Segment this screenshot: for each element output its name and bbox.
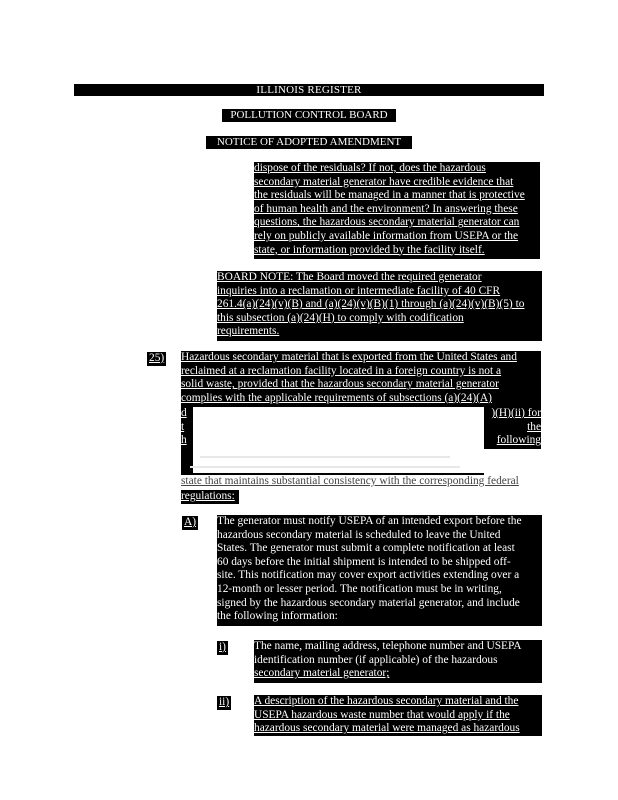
- text-line: BOARD NOTE: The Board moved the required generator: [217, 271, 482, 283]
- scan-artifact: [190, 466, 460, 468]
- text-line: 12-month or lesser period. The notification must be in writing,: [217, 582, 502, 595]
- text-line: The generator must notify USEPA of an intended export before the: [217, 515, 522, 527]
- text-line: reclaimed at a reclamation facility located in a foreign country is not a: [181, 364, 502, 377]
- text-fragment: following: [496, 434, 541, 447]
- text-line: this subsection (a)(24)(H) to comply with codification: [217, 311, 464, 324]
- text-fragment: t: [181, 420, 185, 433]
- item-25-last-line: regulations:: [181, 490, 239, 504]
- text-line: state, or information provided by the facility itself.: [254, 243, 485, 256]
- text-line: signed by the hazardous secondary material generator, and include: [217, 596, 520, 609]
- text-line: 60 days before the initial shipment is intended to be shipped off-: [217, 555, 511, 568]
- text-line: secondary material generator have credible evidence that: [254, 175, 514, 188]
- text-line: inquiries into a reclamation or intermediate facility of 40 CFR: [217, 284, 501, 297]
- board-title: POLLUTION CONTROL BOARD: [222, 109, 396, 122]
- text-line: rely on publicly available information from USEPA or the: [254, 229, 519, 242]
- text-line: site. This notification may cover export activities extending over a: [217, 569, 520, 582]
- text-line: USEPA hazardous waste number that would apply if the: [254, 708, 510, 721]
- text-line: questions, the hazardous secondary material generator can: [254, 216, 520, 229]
- text-fragment: the: [527, 420, 541, 433]
- item-ii-paragraph: [254, 695, 542, 736]
- text-line: 261.4(a)(24)(v)(B) and (a)(24)(v)(B)(1) through (a)(24)(v)(B)(5) to: [217, 298, 525, 311]
- item-25-label: 25): [149, 352, 165, 364]
- item-a-label: A): [184, 516, 197, 528]
- text-fragment: h: [181, 434, 187, 447]
- text-line: of human health and the environment? In answering these: [254, 202, 518, 215]
- item-ii-label: ii): [219, 696, 230, 708]
- item-i-label: i): [219, 641, 226, 653]
- text-line: hazardous secondary material were managed as hazardous: [254, 722, 520, 735]
- notice-title: NOTICE OF ADOPTED AMENDMENT: [206, 136, 412, 149]
- blank-region: [193, 409, 484, 473]
- text-line: solid waste, provided that the hazardous secondary material generator: [181, 378, 499, 391]
- text-line: the residuals will be managed in a manner that is protective: [254, 189, 525, 202]
- item-a-paragraph: [217, 515, 542, 626]
- text-line: Hazardous secondary material that is exported from the United States and: [181, 351, 517, 363]
- text-fragment: d: [181, 407, 187, 419]
- register-header-bar: [74, 84, 544, 96]
- item-25-faded-line: state that maintains substantial consistency with the corresponding federal: [181, 475, 541, 489]
- text-line: the following information:: [217, 610, 338, 623]
- item-i-paragraph: [254, 640, 542, 683]
- text-line: dispose of the residuals? If not, does the hazardous: [254, 162, 486, 174]
- item-25-paragraph-top: [181, 351, 541, 407]
- text-line: hazardous secondary material is scheduled to leave the United: [217, 528, 501, 541]
- text-line: secondary material generator;: [254, 667, 390, 680]
- text-line: A description of the hazardous secondary material and the: [254, 695, 519, 707]
- text-line: The name, mailing address, telephone number and USEPA: [254, 640, 522, 652]
- text-line: requirements.: [217, 325, 280, 338]
- scan-artifact: [200, 456, 450, 458]
- residuals-paragraph: [254, 162, 540, 259]
- text-fragment: )(H)(ii) for: [491, 407, 541, 419]
- register-title: ILLINOIS REGISTER: [256, 84, 362, 96]
- text-line: States. The generator must submit a complete notification at least: [217, 542, 515, 555]
- board-note-paragraph: [217, 271, 542, 341]
- item-25-right-fragments: [484, 407, 541, 449]
- text-line: complies with the applicable requirements of subsections (a)(24)(A): [181, 391, 492, 404]
- text-line: identification number (if applicable) of the hazardous: [254, 653, 498, 666]
